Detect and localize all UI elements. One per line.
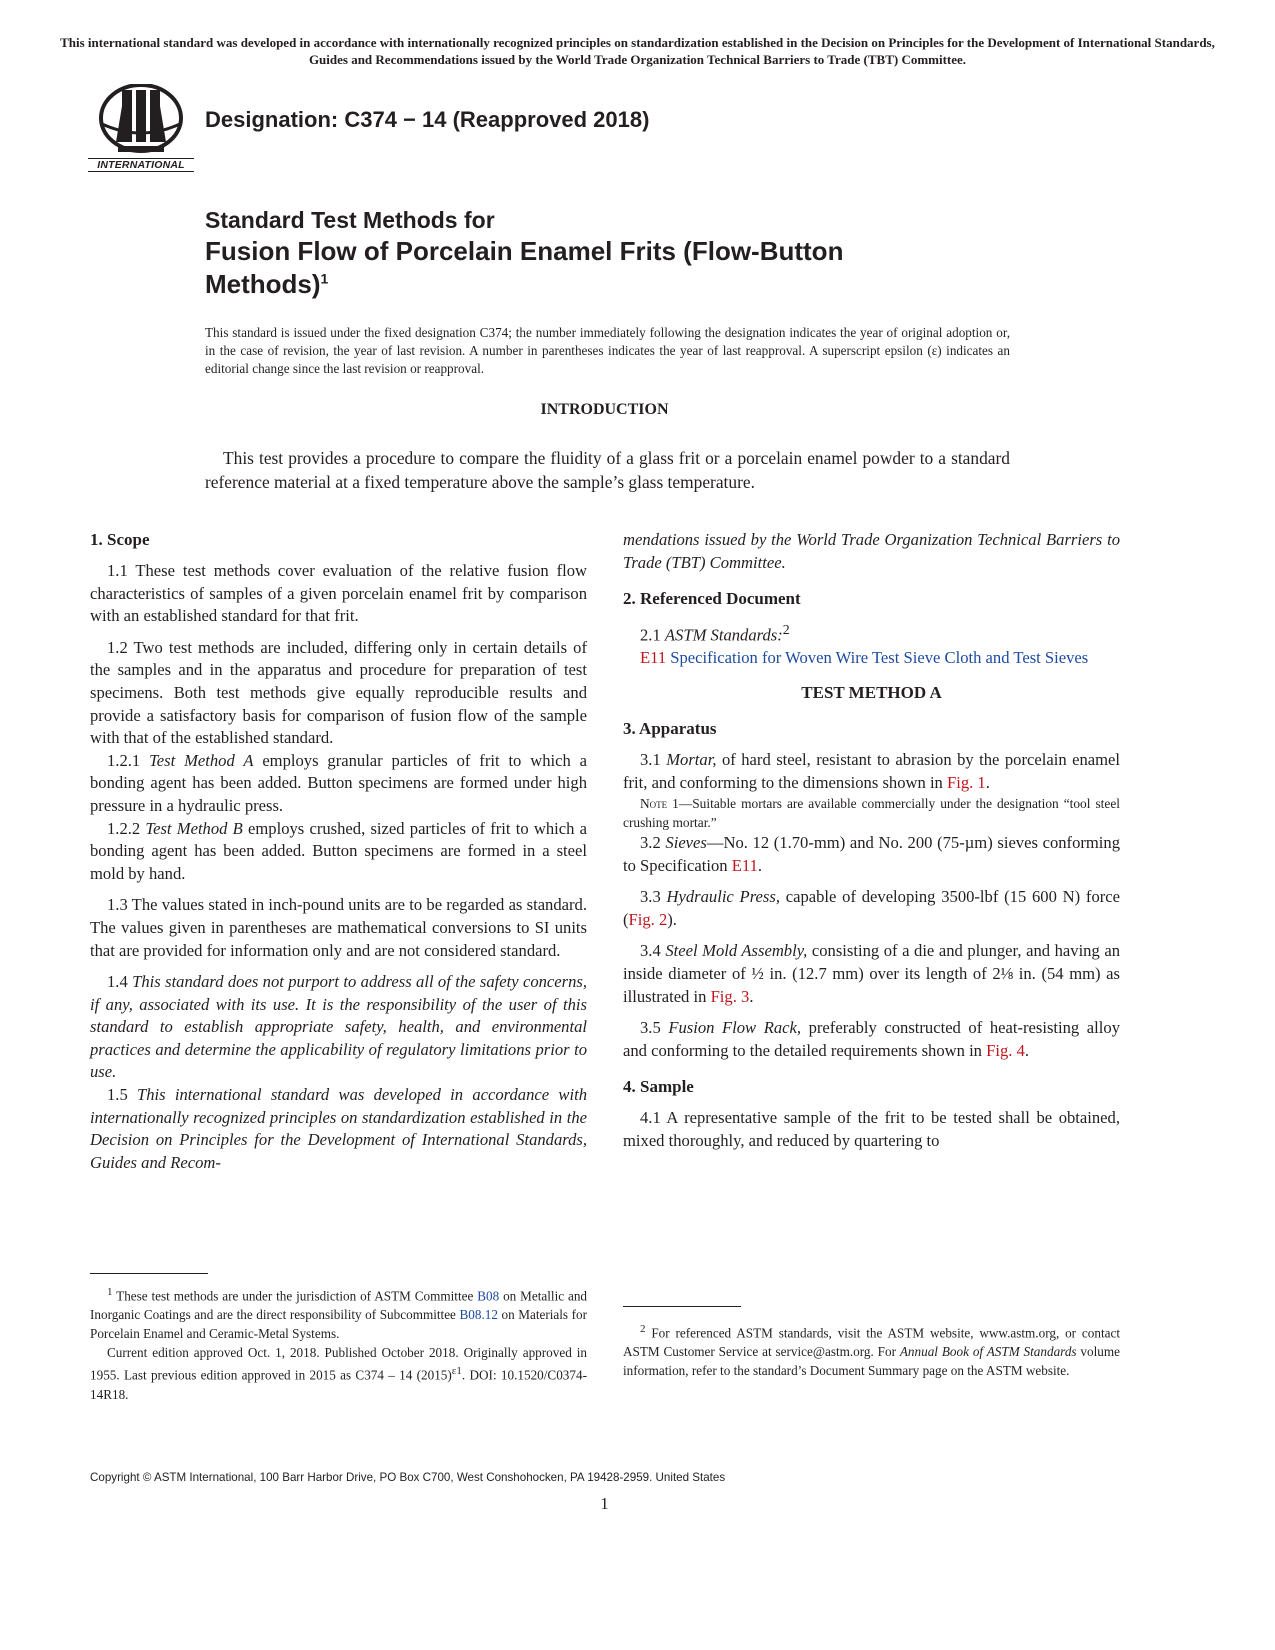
referenced-heading: 2. Referenced Document (623, 589, 801, 609)
para-number: 3.5 (640, 1018, 661, 1038)
para-number: 3.2 (640, 833, 661, 853)
ref-fig-2[interactable]: Fig. 2 (628, 909, 668, 929)
term: Steel Mold Assembly, (665, 941, 808, 961)
link-b08-12[interactable]: B08.12 (459, 1307, 498, 1323)
term: Sieves (665, 833, 707, 853)
para-3-2: 3.2 Sieves—No. 12 (1.70-mm) and No. 200 (75-µm) sieves conforming to Specification E11. (623, 833, 1120, 875)
footnote-text: on Metallic and Inorganic Coatings and are the direct responsibility of Subcommittee (90, 1288, 588, 1323)
footnote-text: on Materials for Porcelain Enamel and Ceramic-Metal Systems. (90, 1307, 587, 1342)
title-main-text: Fusion Flow of Porcelain Enamel Frits (Flow-Button Methods) (205, 236, 844, 299)
para-text: This standard does not purport to address all of the safety concerns, if any, associated with its use. It is the responsibility of the user of this standard to establish appropriate safety, health, and environmental practices and determine the applicability of regulatory limitations prior to use. (90, 972, 588, 1082)
para-1-5 (90, 1084, 587, 1174)
designation: Designation: C374 − 14 (Reapproved 2018) (205, 107, 650, 132)
para-4-1: 4.1 A representative sample of the frit to be tested shall be obtained, mixed thoroughly, and reduced by quartering to (623, 1108, 1120, 1151)
footnote-2 (623, 1320, 1120, 1380)
ref-e11[interactable] (623, 647, 1120, 670)
introduction-heading: INTRODUCTION (540, 401, 669, 418)
para-text: preferably constructed of heat-resisting alloy and conforming to the detailed requirements shown in (623, 1018, 1120, 1060)
para-1-3: 1.3 The values stated in inch-pound units are to be regarded as standard. The values given in parentheses are mathematical conversions to SI units that are provided for information only and are not considered standard. (90, 895, 587, 960)
note-text: —Suitable mortars are available commercially under the designation “tool steel crushing mortar.” (623, 796, 1120, 831)
ref-e11-title[interactable]: Specification for Woven Wire Test Sieve Cloth and Test Sieves (666, 648, 1089, 668)
term: Mortar, (666, 749, 717, 769)
footnote-rule-right (623, 1306, 741, 1307)
para-1-2-1 (90, 750, 587, 818)
left-column (90, 529, 587, 1174)
para-number: 2.1 (640, 625, 661, 645)
para-number: 1.4 (107, 972, 128, 992)
para-2-1 (623, 619, 1120, 647)
issued-note: This standard is issued under the fixed designation C374; the number immediately following the designation indicates the year of original adoption or, in the case of revision, the year of last revision. A number in parentheses indicates the year of last reapproval. A superscript epsilon (ε) indicates an editorial change since the last revision or reapproval. (205, 325, 1010, 376)
para-3-5: 3.5 Fusion Flow Rack, preferably constructed of heat-resisting alloy and conforming to the detailed requirements shown in Fig. 4. (623, 1018, 1120, 1060)
note-1 (623, 794, 1120, 832)
scope-heading: 1. Scope (90, 530, 150, 549)
copyright: Copyright © ASTM International, 100 Barr Harbor Drive, PO Box C700, West Conshohocken, PA 19428-2959. United States (90, 1471, 726, 1484)
footnote-rule-left (90, 1273, 208, 1274)
edition-text: Current edition approved Oct. 1, 2018. Published October 2018. Originally approved in 1955. Last previous edition approved in 2015 as C374 – 14 (2015) (90, 1345, 587, 1383)
astm-logo (88, 84, 194, 176)
term: Fusion Flow Rack, (668, 1018, 802, 1038)
para-text: mendations issued by the World Trade Organization Technical Barriers to Trade (TBT) Committee. (623, 530, 1120, 572)
footnote-text: For referenced ASTM standards, visit the ASTM website, www.astm.org, or contact ASTM Customer Service at service@astm.org. For (623, 1325, 1120, 1360)
footnote-1 (90, 1283, 587, 1404)
link-b08[interactable]: B08 (477, 1288, 500, 1304)
apparatus-heading: 3. Apparatus (623, 718, 717, 738)
footnote-2-text (623, 1320, 1120, 1380)
ref-e11-inline[interactable]: E11 (731, 855, 758, 875)
term: ASTM Standards: (664, 625, 783, 645)
para-number: 1.2.2 (107, 818, 141, 838)
para-text: This international standard was developed in accordance with internationally recognized principles on standardization established in the Decision on Principles for the Development of International Standards, Guides and Recom- (90, 1085, 587, 1172)
para-3-1: 3.1 Mortar, of hard steel, resistant to abrasion by the porcelain enamel frit, and conforming to the dimensions shown in Fig. 1. (623, 749, 1121, 792)
para-number: 1.2.1 (107, 750, 141, 770)
footnote-mark: 2 (782, 622, 790, 638)
footnote-text: volume information, refer to the standard’s Document Summary page on the ASTM website. (623, 1344, 1120, 1379)
para-number: 3.4 (640, 941, 661, 961)
right-column (623, 529, 1120, 1153)
para-text: —No. 12 (1.70-mm) and No. 200 (75-µm) sieves conforming to Specification (623, 833, 1120, 875)
logo-international-text: INTERNATIONAL (88, 158, 194, 172)
para-1-2: 1.2 Two test methods are included, differing only in certain details of the samples and in the apparatus and procedure for preparation of test specimens. Both test methods give equally reproducible results and provide a satisfactory basis for comparison of fusion flow of the sample with that of the established standard. (90, 637, 587, 748)
footnote-italic: Annual Book of ASTM Standards (899, 1344, 1077, 1360)
footnote-1-edition (90, 1343, 587, 1403)
para-text: employs granular particles of frit to which a bonding agent has been added. Button specimens are formed under high pressure in a hydraulic press. (90, 750, 587, 815)
para-text: employs crushed, sized particles of frit to which a bonding agent has been added. Button specimens are formed in a steel mold by hand. (90, 818, 587, 883)
para-number: 3.1 (640, 749, 661, 769)
para-1-1: 1.1 These test methods cover evaluation of the relative fusion flow characteristics of samples of a given porcelain enamel frit by comparison with an established standard for that frit. (90, 561, 587, 626)
para-3-3: 3.3 Hydraulic Press, capable of developing 3500-lbf (15 600 N) force (Fig. 2). (623, 887, 1120, 929)
term: Test Method A (149, 750, 254, 770)
para-1-5-continued (623, 529, 1120, 574)
footnote-1-text (90, 1283, 587, 1343)
document-title (205, 205, 945, 301)
para-1-4 (90, 971, 587, 1084)
para-number: 1.5 (107, 1085, 128, 1105)
para-number: 3.3 (640, 887, 661, 907)
footnote-mark: 2 (640, 1323, 646, 1335)
ref-fig-1[interactable]: Fig. 1 (947, 772, 986, 792)
para-text: capable of developing 3500-lbf (15 600 N) force ( (623, 887, 1120, 929)
para-text: of hard steel, resistant to abrasion by the porcelain enamel frit, and conforming to the dimensions shown in (623, 749, 1121, 792)
ref-fig-3[interactable]: Fig. 3 (710, 986, 750, 1006)
astm-logo-icon (88, 84, 194, 158)
sample-heading: 4. Sample (623, 1077, 694, 1097)
term: Hydraulic Press, (666, 887, 780, 907)
footnote-text: These test methods are under the jurisdiction of ASTM Committee (112, 1288, 478, 1304)
para-1-2-2 (90, 818, 587, 886)
title-footnote-mark: 1 (320, 270, 329, 287)
footnote-mark: 1 (107, 1286, 113, 1298)
para-3-4: 3.4 Steel Mold Assembly, consisting of a die and plunger, and having an inside diameter of ½ in. (12.7 mm) over its length of 2⅛ in. (54 mm) as illustrated in Fig. 3. (623, 941, 1120, 1006)
test-method-a-heading: TEST METHOD A (801, 682, 942, 702)
title-main (205, 235, 945, 301)
introduction-body: This test provides a procedure to compare the fluidity of a glass frit or a porcelain enamel powder to a standard reference material at a fixed temperature above the sample’s glass temperature. (205, 448, 1010, 492)
epsilon-mark: ε1 (451, 1365, 462, 1378)
top-notice: This international standard was developed in accordance with internationally recognized principles on standardization established in the Decision on Principles for the Development of International Standards, Guides and Recommendations issued by the World Trade Organization Technical Barriers to Trade (TBT) Committee. (60, 35, 1215, 67)
doi-text: . DOI: 10.1520/C0374-14R18. (90, 1367, 587, 1402)
ref-e11-code[interactable]: E11 (640, 648, 667, 668)
page-number: 1 (600, 1494, 609, 1513)
ref-fig-4[interactable]: Fig. 4 (986, 1040, 1025, 1060)
para-text: consisting of a die and plunger, and having an inside diameter of ½ in. (12.7 mm) over its length of 2⅛ in. (54 mm) as illustrated in (623, 941, 1120, 1006)
note-label: Note 1 (640, 796, 679, 812)
term: Test Method B (145, 818, 243, 838)
title-line-1: Standard Test Methods for (205, 207, 495, 233)
